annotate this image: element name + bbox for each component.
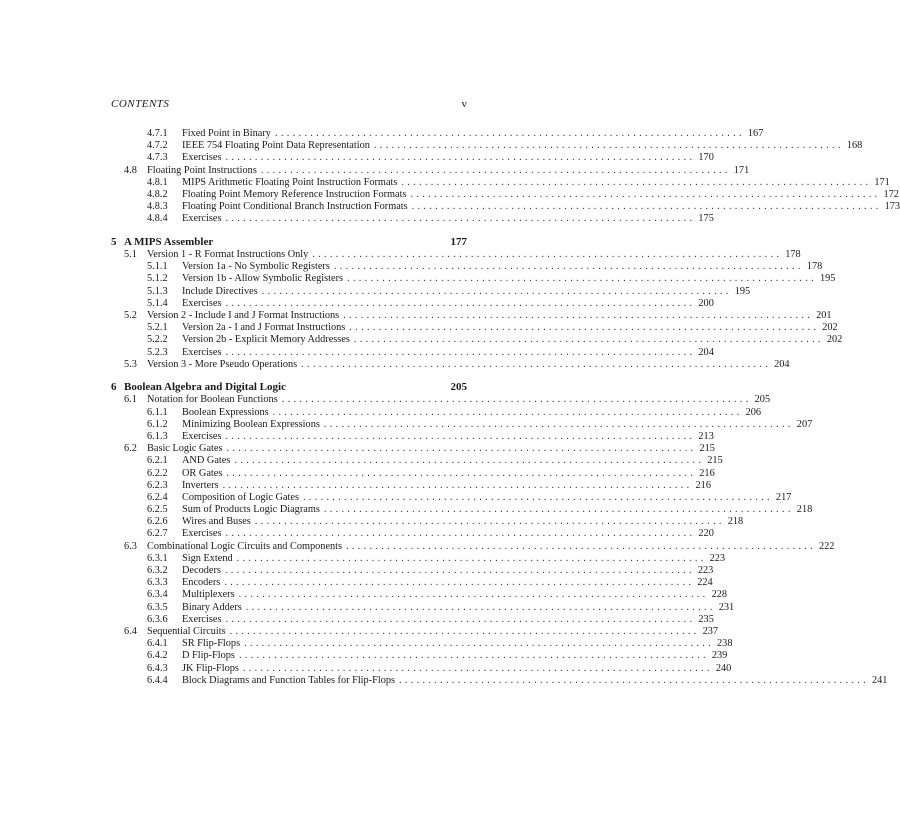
dot-leader: ................................................................................ bbox=[229, 625, 700, 637]
toc-subsection-entry[interactable] bbox=[111, 516, 744, 528]
entry-number: 6.1.1 bbox=[147, 406, 168, 418]
toc-subsection-entry[interactable] bbox=[111, 406, 762, 419]
entry-page: 171 bbox=[874, 176, 890, 188]
entry-page: 175 bbox=[698, 213, 714, 225]
dot-leader: ................................................................................ bbox=[346, 540, 816, 552]
toc-subsection-entry[interactable] bbox=[111, 455, 723, 467]
entry-page: 215 bbox=[707, 455, 723, 467]
dot-leader: ................................................................................ bbox=[225, 346, 696, 358]
entry-number: 6.3.3 bbox=[147, 577, 168, 589]
entry-title: Sequential Circuits bbox=[147, 625, 226, 637]
toc-subsection-entry[interactable] bbox=[111, 188, 899, 201]
entry-title: Exercises bbox=[182, 528, 222, 540]
entry-number: 5.1.1 bbox=[147, 261, 168, 273]
entry-title: Version 2b - Explicit Memory Addresses bbox=[182, 334, 350, 346]
entry-page: 171 bbox=[733, 164, 750, 176]
entry-title: SR Flip-Flops bbox=[182, 638, 241, 650]
toc-subsection-entry[interactable] bbox=[111, 213, 714, 225]
entry-page: 170 bbox=[698, 152, 714, 164]
toc-subsection-entry[interactable] bbox=[111, 650, 728, 662]
toc-subsection-entry[interactable] bbox=[111, 638, 733, 650]
entry-page: 207 bbox=[796, 418, 813, 430]
entry-page: 200 bbox=[698, 297, 714, 309]
entry-title: Floating Point Conditional Branch Instruction Formats bbox=[182, 201, 408, 213]
dot-leader: ................................................................................ bbox=[236, 552, 707, 564]
chapter-page: 177 bbox=[450, 236, 467, 248]
entry-number: 5.2.3 bbox=[147, 346, 168, 358]
entry-page: 205 bbox=[754, 394, 771, 406]
entry-title: Version 1b - Allow Symbolic Registers bbox=[182, 273, 344, 285]
toc-subsection-entry[interactable] bbox=[111, 128, 764, 140]
toc-section-entry[interactable] bbox=[111, 309, 832, 322]
entry-title: Block Diagrams and Function Tables for Flip-Flops bbox=[182, 674, 396, 686]
dot-leader: ................................................................................ bbox=[225, 213, 696, 225]
chapter-heading[interactable] bbox=[111, 236, 467, 249]
table-of-contents bbox=[111, 128, 900, 687]
toc-subsection-entry[interactable] bbox=[111, 176, 890, 189]
entry-title: Wires and Buses bbox=[182, 516, 251, 528]
toc-subsection-entry[interactable] bbox=[111, 140, 863, 152]
entry-number: 6.4.1 bbox=[147, 638, 168, 650]
entry-page: 168 bbox=[846, 140, 863, 152]
toc-subsection-entry[interactable] bbox=[111, 467, 715, 480]
dot-leader: ................................................................................ bbox=[254, 516, 725, 528]
toc-subsection-entry[interactable] bbox=[111, 418, 813, 431]
entry-number: 6.2.6 bbox=[147, 516, 168, 528]
toc-subsection-entry[interactable] bbox=[111, 662, 732, 675]
chapter-title: A MIPS Assembler bbox=[124, 236, 214, 248]
entry-title: Version 2 - Include I and J Format Instructions bbox=[147, 309, 340, 321]
toc-subsection-entry[interactable] bbox=[111, 430, 714, 443]
entry-number: 6.1.2 bbox=[147, 418, 168, 430]
dot-leader: ................................................................................ bbox=[224, 577, 695, 589]
chapter-title: Boolean Algebra and Digital Logic bbox=[124, 381, 286, 394]
entry-title: OR Gates bbox=[182, 467, 223, 479]
entry-number: 6.4 bbox=[124, 625, 137, 637]
entry-title: AND Gates bbox=[182, 455, 231, 467]
dot-leader: ................................................................................ bbox=[281, 394, 752, 406]
chapter-6-entries bbox=[111, 394, 888, 687]
entry-title: Decoders bbox=[182, 565, 221, 576]
chapter-number: 5 bbox=[111, 236, 117, 248]
entry-number: 5.1.4 bbox=[147, 297, 168, 309]
entry-number: 5.1.3 bbox=[147, 285, 168, 297]
entry-page: 217 bbox=[775, 491, 792, 503]
entry-title: Binary Adders bbox=[182, 601, 242, 613]
dot-leader: ................................................................................ bbox=[225, 528, 696, 540]
entry-page: 204 bbox=[698, 346, 714, 358]
dot-leader: ................................................................................ bbox=[244, 638, 715, 650]
entry-title: Version 3 - More Pseudo Operations bbox=[147, 358, 298, 370]
entry-page: 235 bbox=[698, 613, 714, 625]
toc-subsection-entry[interactable] bbox=[111, 674, 888, 687]
entry-title: Version 2a - I and J Format Instructions bbox=[182, 322, 346, 334]
entry-title: JK Flip-Flops bbox=[182, 662, 239, 674]
chapter-heading[interactable] bbox=[111, 381, 467, 394]
entry-title: Version 1 - R Format Instructions Only bbox=[147, 249, 309, 260]
dot-leader: ................................................................................ bbox=[333, 261, 804, 273]
entry-number: 6.2.5 bbox=[147, 504, 168, 516]
dot-leader: ................................................................................ bbox=[222, 479, 693, 491]
entry-title: Sign Extend bbox=[182, 552, 233, 564]
entry-title: Floating Point Memory Reference Instruction Formats bbox=[182, 188, 407, 200]
toc-subsection-entry[interactable] bbox=[111, 613, 714, 626]
entry-page: 224 bbox=[697, 577, 713, 589]
entry-number: 4.8 bbox=[124, 164, 137, 176]
toc-subsection-entry[interactable] bbox=[111, 201, 900, 213]
entry-page: 178 bbox=[806, 261, 823, 273]
dot-leader: ................................................................................ bbox=[225, 613, 696, 625]
dot-leader: ................................................................................ bbox=[410, 188, 881, 200]
dot-leader: ................................................................................ bbox=[347, 273, 817, 285]
toc-subsection-entry[interactable] bbox=[111, 334, 843, 346]
dot-leader: ................................................................................ bbox=[401, 176, 872, 188]
dot-leader: ................................................................................ bbox=[323, 418, 794, 430]
chapter-5-entries bbox=[111, 249, 843, 371]
entry-number: 4.8.3 bbox=[147, 201, 168, 213]
entry-number: 6.2.7 bbox=[147, 528, 168, 540]
entry-page: 218 bbox=[727, 516, 744, 528]
toc-section-entry[interactable] bbox=[111, 394, 771, 406]
entry-number: 4.7.1 bbox=[147, 128, 168, 139]
chapter-number: 6 bbox=[111, 381, 117, 394]
entry-page: 228 bbox=[711, 589, 728, 601]
toc-section-entry[interactable] bbox=[111, 249, 801, 261]
entry-title: Exercises bbox=[182, 152, 222, 164]
toc-subsection-entry[interactable] bbox=[111, 528, 714, 540]
entry-title: Floating Point Instructions bbox=[147, 164, 257, 176]
entry-number: 6.1 bbox=[124, 394, 137, 406]
entry-page: 237 bbox=[702, 625, 719, 637]
entry-number: 4.7.3 bbox=[147, 152, 168, 164]
entry-title: IEEE 754 Floating Point Data Representation bbox=[182, 140, 370, 152]
entry-number: 6.3.2 bbox=[147, 565, 168, 576]
entry-title: Sum of Products Logic Diagrams bbox=[182, 504, 320, 516]
toc-subsection-entry[interactable] bbox=[111, 577, 713, 589]
entry-title: D Flip-Flops bbox=[182, 650, 235, 662]
chapter-4-continued bbox=[111, 128, 900, 226]
entry-page: 239 bbox=[711, 650, 728, 662]
entry-title: Exercises bbox=[182, 297, 222, 309]
entry-page: 206 bbox=[745, 406, 762, 418]
dot-leader: ................................................................................ bbox=[399, 674, 869, 686]
entry-title: Inverters bbox=[182, 479, 219, 491]
chapter-gap bbox=[111, 371, 467, 382]
running-header bbox=[111, 97, 467, 111]
dot-leader: ................................................................................ bbox=[238, 589, 709, 601]
dot-leader: ................................................................................ bbox=[225, 430, 696, 442]
entry-title: Multiplexers bbox=[182, 589, 235, 601]
dot-leader: ................................................................................ bbox=[226, 467, 697, 479]
entry-page: 220 bbox=[698, 528, 714, 540]
entry-title: Boolean Expressions bbox=[182, 406, 269, 418]
entry-number: 5.2.1 bbox=[147, 322, 168, 334]
entry-title: Include Directives bbox=[182, 285, 258, 297]
toc-subsection-entry[interactable] bbox=[111, 552, 726, 565]
entry-number: 6.2.2 bbox=[147, 467, 168, 479]
dot-leader: ................................................................................ bbox=[349, 322, 820, 334]
dot-leader: ................................................................................ bbox=[373, 140, 844, 152]
entry-page: 202 bbox=[822, 322, 838, 334]
toc-section-entry[interactable] bbox=[111, 358, 790, 371]
entry-page: 167 bbox=[747, 128, 764, 139]
toc-subsection-entry[interactable] bbox=[111, 285, 751, 298]
entry-title: Exercises bbox=[182, 346, 222, 358]
dot-leader: ................................................................................ bbox=[272, 406, 743, 418]
entry-title: MIPS Arithmetic Floating Point Instruction Formats bbox=[182, 176, 398, 188]
entry-number: 5.1 bbox=[124, 249, 137, 260]
entry-title: Encoders bbox=[182, 577, 221, 589]
entry-number: 6.3.1 bbox=[147, 552, 168, 564]
entry-page: 195 bbox=[734, 285, 751, 297]
entry-number: 6.4.3 bbox=[147, 662, 168, 674]
toc-subsection-entry[interactable] bbox=[111, 589, 728, 601]
dot-leader: ................................................................................ bbox=[225, 297, 696, 309]
running-header-title: CONTENTS bbox=[111, 98, 170, 110]
toc-section-entry[interactable] bbox=[111, 443, 715, 455]
toc-subsection-entry[interactable] bbox=[111, 565, 714, 577]
entry-page: 178 bbox=[785, 249, 801, 260]
dot-leader: ................................................................................ bbox=[238, 650, 709, 662]
toc-section-entry[interactable] bbox=[111, 540, 835, 553]
toc-section-entry[interactable] bbox=[111, 164, 750, 177]
entry-title: Exercises bbox=[182, 613, 222, 625]
dot-leader: ................................................................................ bbox=[245, 601, 716, 613]
entry-number: 6.3 bbox=[124, 540, 137, 552]
entry-number: 4.7.2 bbox=[147, 140, 168, 152]
toc-subsection-entry[interactable] bbox=[111, 491, 792, 504]
entry-page: 216 bbox=[699, 467, 715, 479]
dot-leader: ................................................................................ bbox=[312, 249, 783, 260]
entry-page: 240 bbox=[715, 662, 732, 674]
entry-page: 204 bbox=[774, 358, 790, 370]
dot-leader: ................................................................................ bbox=[411, 201, 882, 213]
toc-subsection-entry[interactable] bbox=[111, 479, 711, 492]
entry-title: Notation for Boolean Functions bbox=[147, 394, 278, 406]
toc-subsection-entry[interactable] bbox=[111, 261, 823, 273]
entry-number: 6.2.3 bbox=[147, 479, 168, 491]
entry-page: 218 bbox=[796, 504, 813, 516]
dot-leader: ................................................................................ bbox=[225, 152, 696, 164]
dot-leader: ................................................................................ bbox=[224, 565, 695, 576]
entry-number: 6.2 bbox=[124, 443, 137, 455]
dot-leader: ................................................................................ bbox=[353, 334, 824, 346]
entry-title: Exercises bbox=[182, 430, 222, 442]
entry-number: 5.2.2 bbox=[147, 334, 168, 346]
dot-leader: ................................................................................ bbox=[343, 309, 814, 321]
toc-subsection-entry[interactable] bbox=[111, 297, 714, 310]
entry-page: 223 bbox=[709, 552, 726, 564]
entry-title: Version 1a - No Symbolic Registers bbox=[182, 261, 330, 273]
entry-title: Fixed Point in Binary bbox=[182, 128, 271, 139]
entry-page: 241 bbox=[871, 674, 888, 686]
toc-subsection-entry[interactable] bbox=[111, 322, 838, 334]
entry-page: 195 bbox=[819, 273, 836, 285]
entry-page: 202 bbox=[826, 334, 843, 346]
entry-number: 4.8.2 bbox=[147, 188, 168, 200]
entry-page: 223 bbox=[697, 565, 714, 576]
toc-section-entry[interactable] bbox=[111, 625, 719, 638]
entry-number: 6.2.4 bbox=[147, 491, 168, 503]
dot-leader: ................................................................................ bbox=[260, 164, 731, 176]
dot-leader: ................................................................................ bbox=[226, 443, 697, 455]
dot-leader: ................................................................................ bbox=[302, 491, 773, 503]
entry-number: 6.1.3 bbox=[147, 430, 168, 442]
entry-number: 5.3 bbox=[124, 358, 137, 370]
entry-title: Combinational Logic Circuits and Components bbox=[147, 540, 343, 552]
entry-number: 6.3.6 bbox=[147, 613, 168, 625]
dot-leader: ................................................................................ bbox=[261, 285, 732, 297]
entry-page: 213 bbox=[698, 430, 714, 442]
entry-title: Composition of Logic Gates bbox=[182, 491, 299, 503]
entry-page: 173 bbox=[884, 201, 900, 213]
chapter-page: 205 bbox=[450, 381, 467, 394]
entry-page: 215 bbox=[699, 443, 715, 455]
entry-page: 222 bbox=[819, 540, 835, 552]
entry-number: 4.8.1 bbox=[147, 176, 168, 188]
entry-number: 6.4.2 bbox=[147, 650, 168, 662]
entry-number: 6.3.4 bbox=[147, 589, 168, 601]
entry-number: 5.1.2 bbox=[147, 273, 168, 285]
entry-page: 238 bbox=[717, 638, 733, 650]
entry-number: 6.2.1 bbox=[147, 455, 168, 467]
dot-leader: ................................................................................ bbox=[323, 504, 794, 516]
dot-leader: ................................................................................ bbox=[242, 662, 713, 674]
entry-page: 201 bbox=[816, 309, 832, 321]
entry-title: Basic Logic Gates bbox=[147, 443, 223, 455]
entry-page: 216 bbox=[695, 479, 711, 491]
toc-subsection-entry[interactable] bbox=[111, 346, 714, 359]
toc-subsection-entry[interactable] bbox=[111, 152, 714, 164]
entry-number: 5.2 bbox=[124, 309, 137, 321]
toc-subsection-entry[interactable] bbox=[111, 273, 836, 285]
dot-leader: ................................................................................ bbox=[274, 128, 745, 139]
entry-number: 6.3.5 bbox=[147, 601, 168, 613]
toc-subsection-entry[interactable] bbox=[111, 504, 813, 516]
entry-title: Minimizing Boolean Expressions bbox=[182, 418, 320, 430]
chapter-gap bbox=[111, 226, 467, 237]
page-number: v bbox=[461, 98, 467, 110]
entry-number: 4.8.4 bbox=[147, 213, 168, 225]
entry-page: 172 bbox=[883, 188, 899, 200]
dot-leader: ................................................................................ bbox=[301, 358, 772, 370]
dot-leader: ................................................................................ bbox=[234, 455, 705, 467]
entry-page: 231 bbox=[718, 601, 735, 613]
entry-title: Exercises bbox=[182, 213, 222, 225]
toc-subsection-entry[interactable] bbox=[111, 601, 735, 614]
entry-number: 6.4.4 bbox=[147, 674, 168, 686]
